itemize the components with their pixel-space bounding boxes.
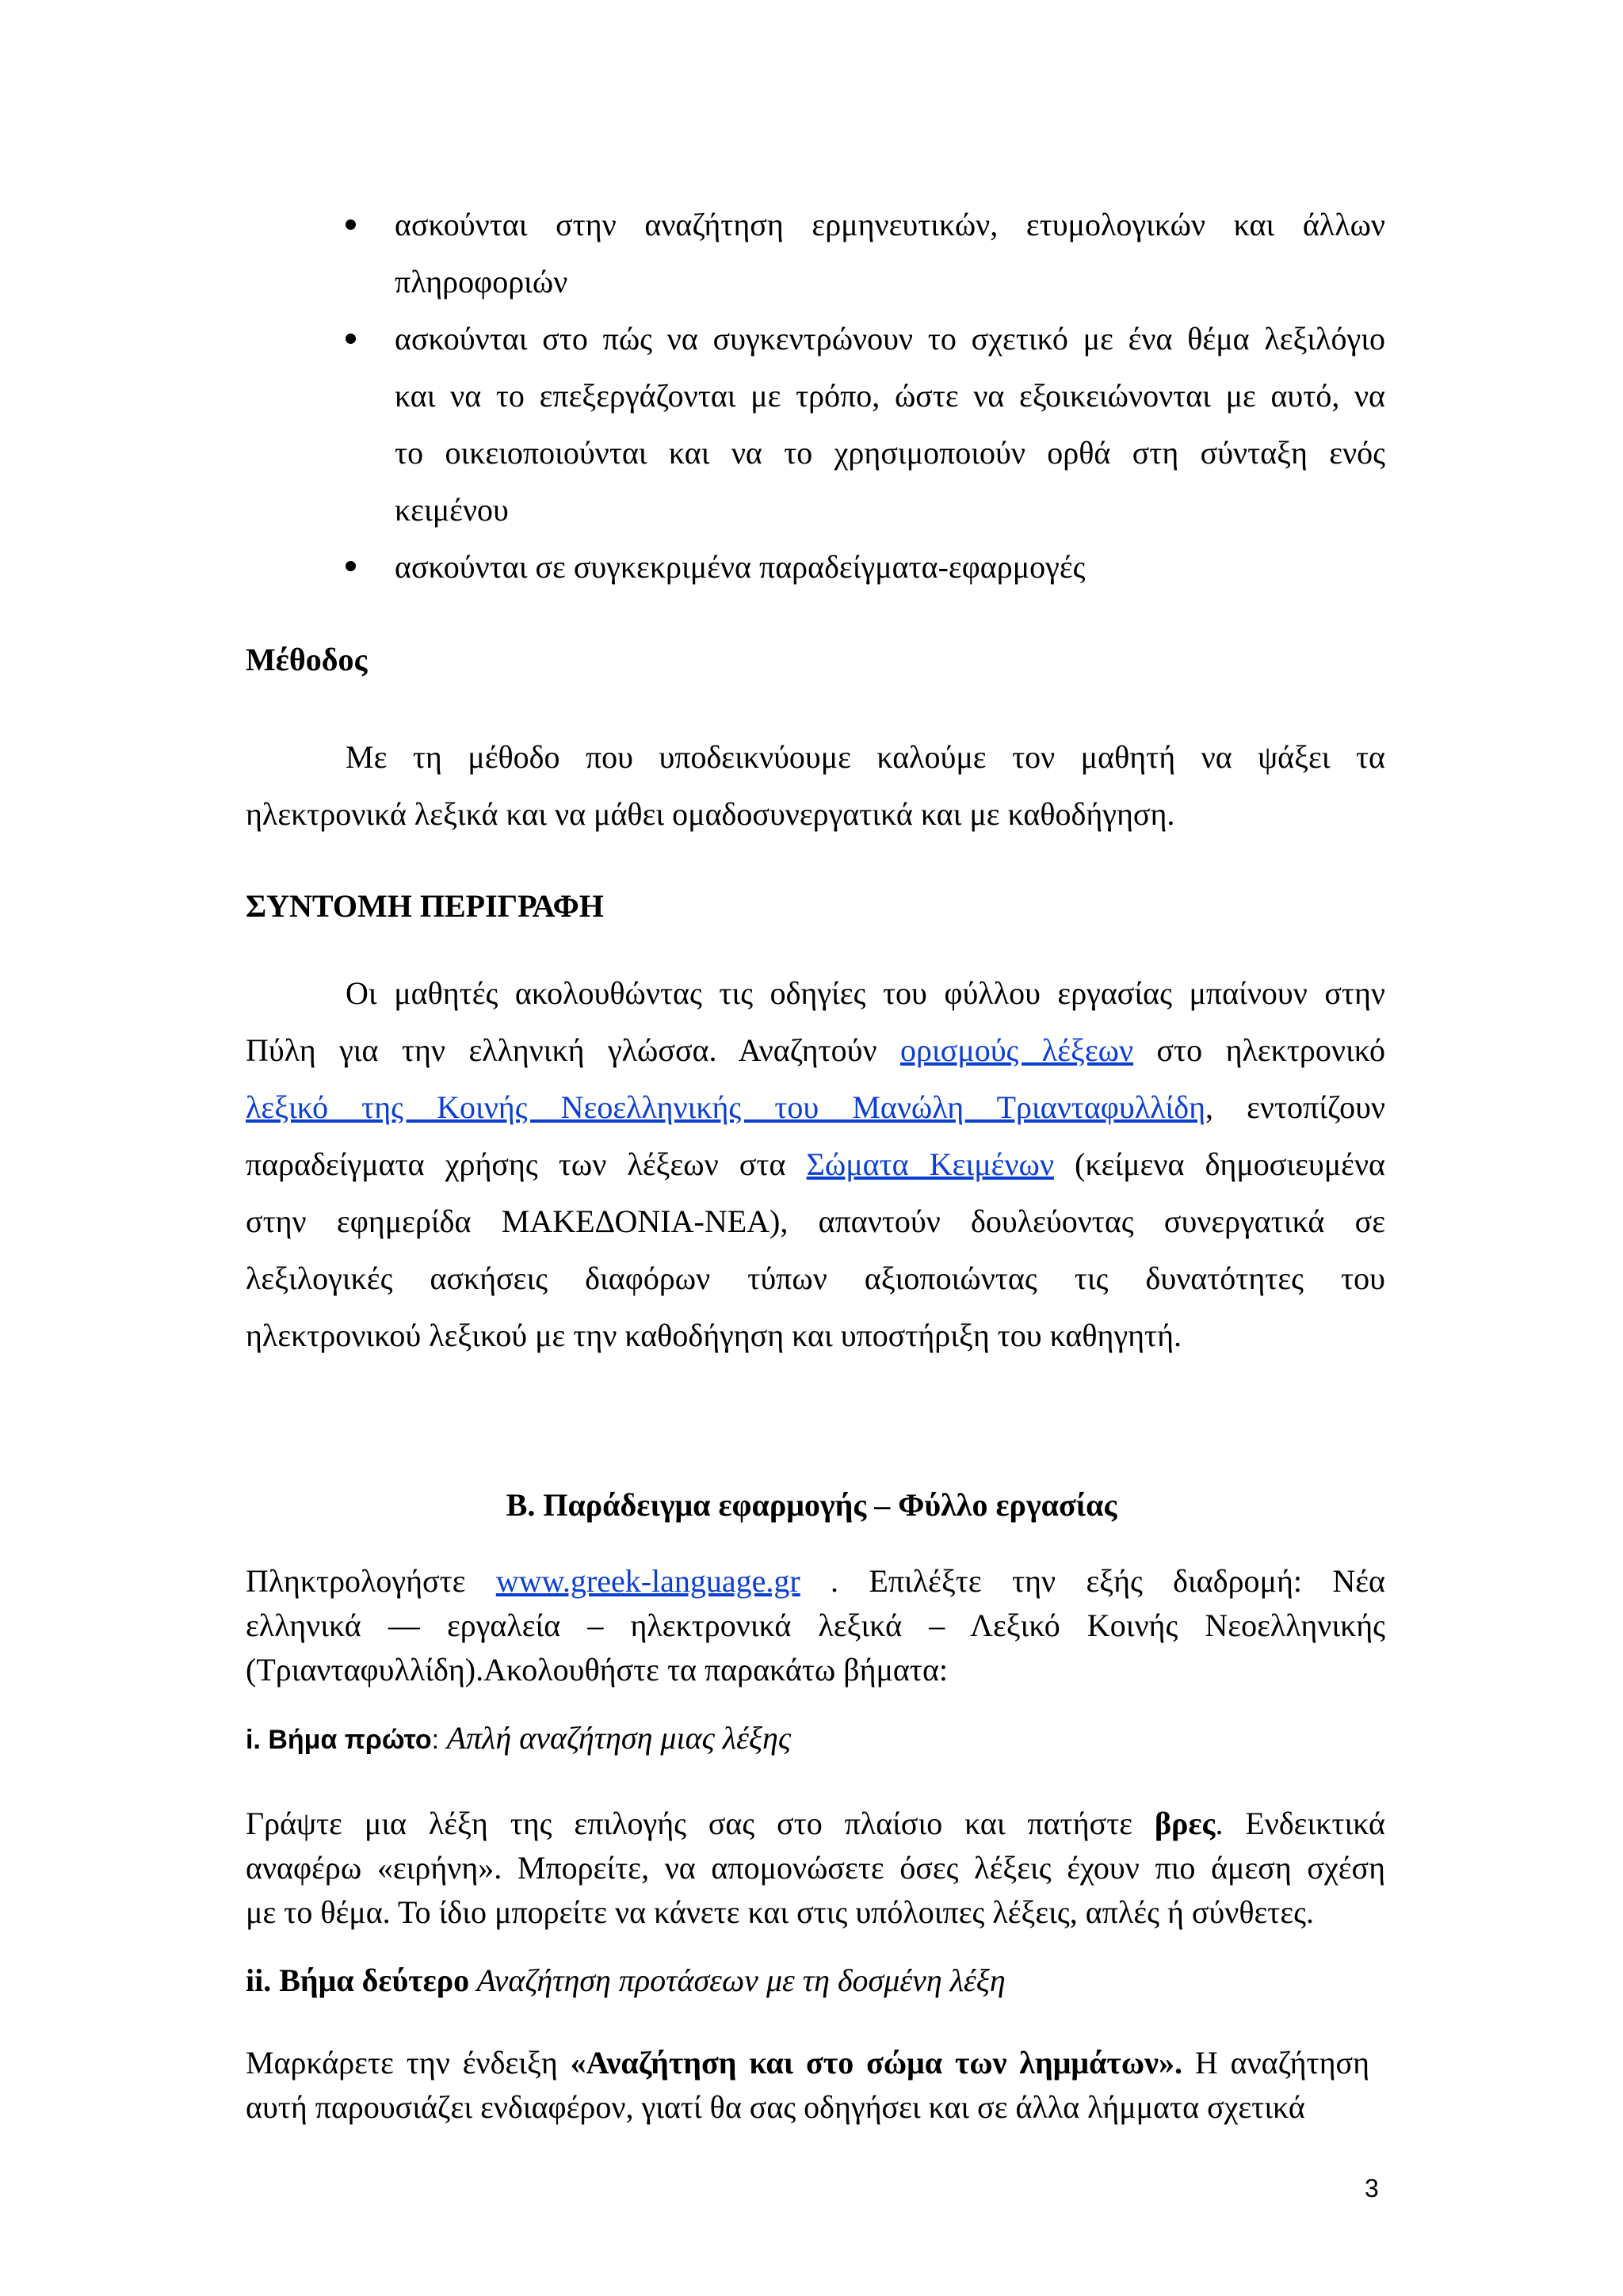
step-2-label: ii. Βήμα δεύτερο [246, 1962, 470, 1998]
link-greek-language-site[interactable]: www.greek-language.gr [495, 1563, 800, 1599]
step-1-line-1-text-a: Γράψτε μια λέξη της επιλογής σας στο πλαίσιο και πατήστε [246, 1806, 1155, 1841]
bullet-2-line-1: ασκούνται στο πώς να συγκεντρώνουν το σχετικό με ένα θέμα λεξιλόγιο [395, 321, 1385, 357]
method-line-1: Με τη μέθοδο που υποδεικνύουμε καλούμε τον μαθητή να ψάξει τα [346, 739, 1385, 775]
bullet-2-line-4: κειμένου [395, 492, 509, 528]
step-2-line-2: αυτή παρουσιάζει ενδιαφέρον, γιατί θα σας οδηγήσει και σε άλλα λήμματα σχετικά [246, 2089, 1305, 2125]
bullet-2-line-3: το οικειοποιούνται και να το χρησιμοποιούν ορθά στη σύνταξη ενός [395, 435, 1385, 471]
summary-line-4-text-b: (κείμενα δημοσιευμένα [1053, 1146, 1385, 1182]
step-2-line-1-text-b: Η αναζήτηση [1182, 2045, 1370, 2081]
bullet-3-line-1: ασκούνται σε συγκεκριμένα παραδείγματα-εφαρμογές [395, 549, 1086, 585]
summary-line-2 [246, 1022, 1385, 1079]
link-text-corpora[interactable]: Σώματα Κειμένων [806, 1146, 1054, 1182]
summary-line-7: ηλεκτρονικού λεξικού με την καθοδήγηση και υποστήριξη του καθηγητή. [246, 1318, 1182, 1353]
bullet-1-line-2: πληροφοριών [395, 264, 568, 299]
step-2-line-1-text-a: Μαρκάρετε την ένδειξη [246, 2045, 571, 2081]
step-1-label: i. Βήμα πρώτο [246, 1725, 432, 1755]
method-heading: Μέθοδος [246, 642, 368, 677]
page-number: 3 [1365, 2174, 1379, 2203]
summary-line-1: Οι μαθητές ακολουθώντας τις οδηγίες του φύλλου εργασίας μπαίνουν στην [346, 975, 1385, 1011]
step-1-heading [246, 1716, 1385, 1762]
step-2-line-1 [246, 2041, 1369, 2085]
link-triantafyllidis-dictionary[interactable]: λεξικό της Κοινής Νεοελληνικής του Μανώλη Τριανταφυλλίδη [246, 1089, 1206, 1125]
summary-line-2-text-a: Πύλη για την ελληνική γλώσσα. Αναζητούν [246, 1032, 900, 1068]
section-b-p1-text-b: . Επιλέξτε την εξής διαδρομή: Νέα [800, 1563, 1385, 1599]
step-1-line-2: αναφέρω «ειρήνη». Μπορείτε, να απομονώσετε όσες λέξεις έχουν πιο άμεση σχέση [246, 1850, 1385, 1886]
section-b-p1-line-3: (Τριανταφυλλίδη).Ακολουθήστε τα παρακάτω βήματα: [246, 1652, 949, 1688]
step-1-colon: : [431, 1725, 447, 1755]
bullet-dot-2 [346, 334, 356, 344]
section-b-heading: Β. Παράδειγμα εφαρμογής – Φύλλο εργασίας [506, 1487, 1117, 1523]
summary-line-3-text-b: , εντοπίζουν [1205, 1089, 1385, 1125]
step-2-heading [246, 1958, 1385, 2003]
bullet-dot-1 [346, 219, 356, 230]
step-2-search-option: «Αναζήτηση και στο σώμα των λημμάτων». [570, 2045, 1182, 2081]
bullet-dot-3 [346, 561, 356, 571]
summary-line-5: στην εφημερίδα ΜΑΚΕΔΟΝΙΑ-ΝΕΑ), απαντούν δουλεύοντας συνεργατικά σε [246, 1203, 1385, 1239]
section-b-p1-text-a: Πληκτρολογήστε [246, 1563, 496, 1599]
step-1-line-1 [246, 1802, 1385, 1846]
summary-heading: ΣΥΝΤΟΜΗ ΠΕΡΙΓΡΑΦΗ [246, 888, 604, 924]
bullet-1-line-1: ασκούνται στην αναζήτηση ερμηνευτικών, ετυμολογικών και άλλων [395, 207, 1385, 242]
step-1-line-3: με το θέμα. Το ίδιο μπορείτε να κάνετε και στις υπόλοιπες λέξεις, απλές ή σύνθετες. [246, 1894, 1314, 1930]
summary-line-6: λεξιλογικές ασκήσεις διαφόρων τύπων αξιοποιώντας τις δυνατότητες του [246, 1261, 1385, 1296]
step-1-find-keyword: βρες [1154, 1806, 1216, 1841]
bullet-2-line-2: και να το επεξεργάζονται με τρόπο, ώστε να εξοικειώνονται με αυτό, να [395, 378, 1385, 414]
step-1-title: Απλή αναζήτηση μιας λέξης [446, 1720, 792, 1756]
section-b-p1-line-1 [246, 1559, 1385, 1604]
step-2-title: Αναζήτηση προτάσεων με τη δοσμένη λέξη [469, 1962, 1006, 1998]
summary-line-4 [246, 1136, 1385, 1193]
summary-line-3 [246, 1079, 1385, 1136]
summary-line-2-text-b: στο ηλεκτρονικό [1133, 1032, 1385, 1068]
step-1-line-1-text-b: . Ενδεικτικά [1215, 1806, 1385, 1841]
link-word-definitions[interactable]: ορισμούς λέξεων [899, 1032, 1134, 1068]
method-line-2: ηλεκτρονικά λεξικά και να μάθει ομαδοσυνεργατικά και με καθοδήγηση. [246, 796, 1175, 832]
section-b-p1-line-2: ελληνικά — εργαλεία – ηλεκτρονικά λεξικά – Λεξικό Κοινής Νεοελληνικής [246, 1608, 1385, 1643]
summary-line-4-text-a: παραδείγματα χρήσης των λέξεων στα [246, 1146, 807, 1182]
